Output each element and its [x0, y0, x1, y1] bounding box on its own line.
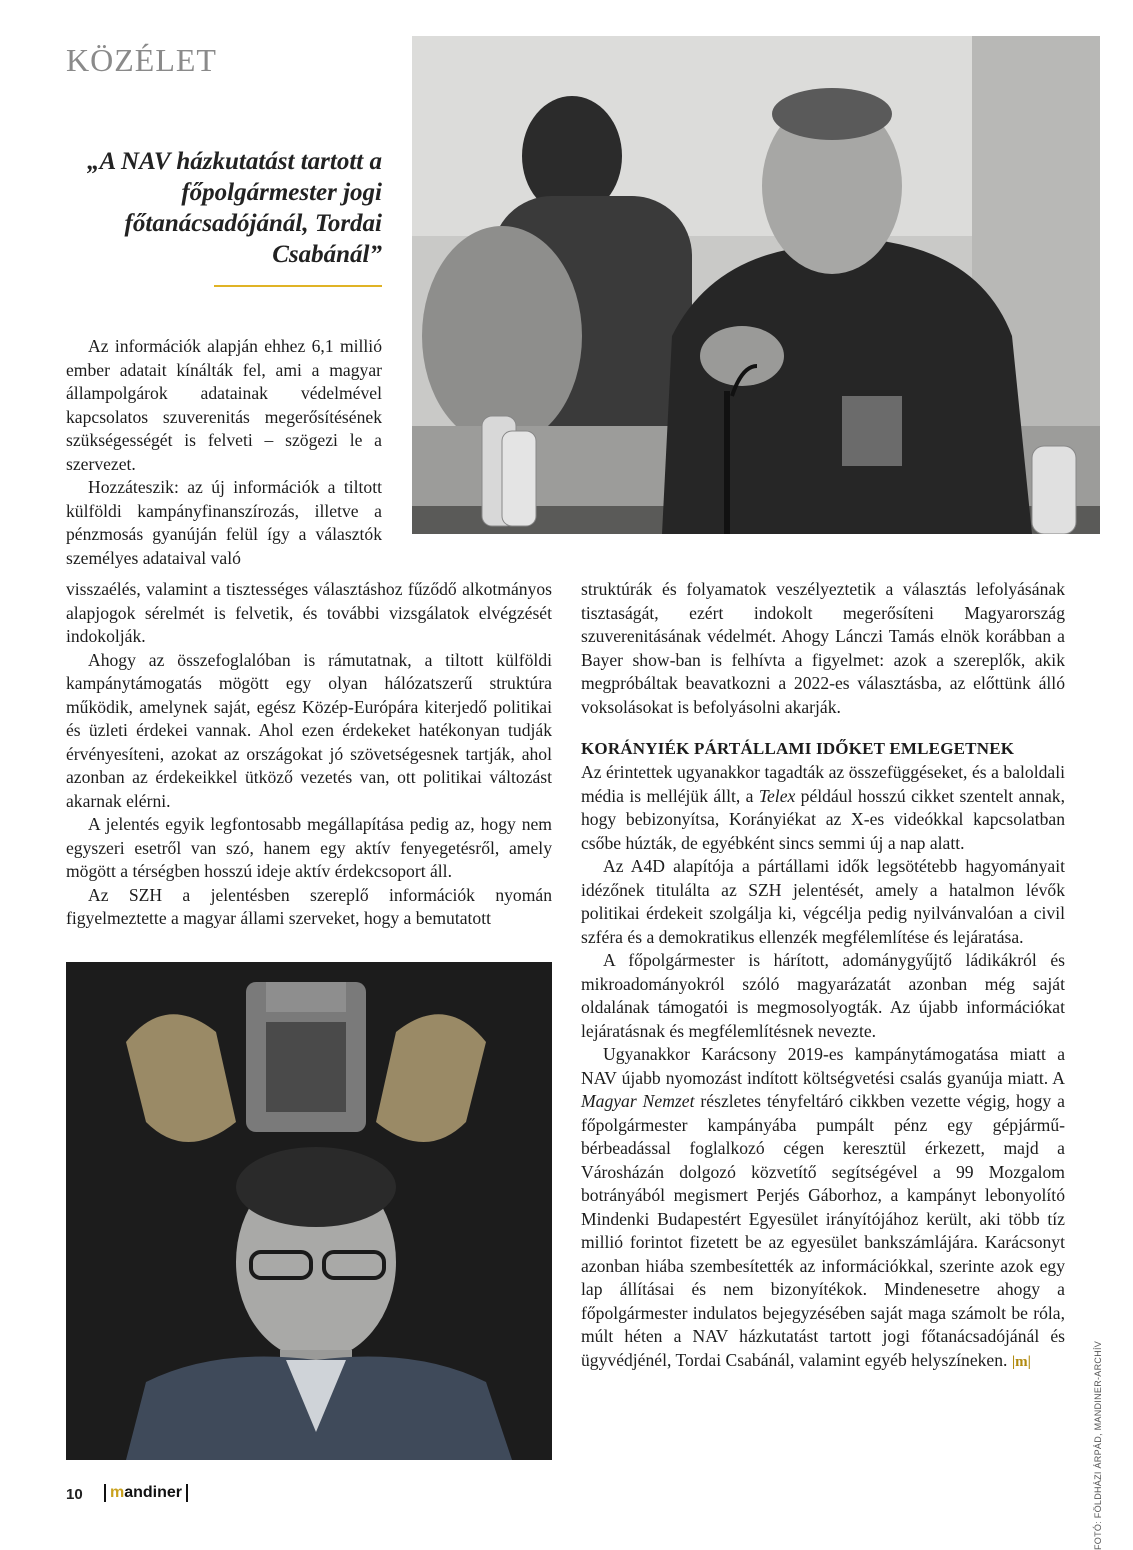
paragraph: Hozzáteszik: az új információk a tiltott külföldi kampányfinanszírozás, illetve a pénzmosás gyanúján felül így a választók személyes adataival való — [66, 477, 382, 568]
paragraph: A jelentés egyik legfontosabb megállapítása pedig az, hogy nem egyszeri esetről van szó, hanem egy aktív fenyegetésről, amely mögött a térségben hosszú ideje aktív érdekcsoport áll. — [66, 814, 552, 881]
article-end-mark: |m| — [1011, 1353, 1031, 1370]
photo-man-at-microphone — [412, 36, 1100, 534]
page-number: 10 — [66, 1486, 83, 1503]
paragraph: A főpolgármester is hárított, adománygyűjtő ládikákról és mikroadományokról szóló magyarázatát azonban még saját oldalának támogatói is megmosolyogták. Az újabb információkat lejáratásnak és megfélemlítésnek nevezte. — [581, 950, 1065, 1041]
paragraph: Ahogy az összefoglalóban is rámutatnak, a tiltott külföldi kampánytámogatás mögött egy olyan hálózatszerű struktúra működik, amelynek saját, egész Közép-Európára kiterjedő politikai és üzleti érdekei vannak. Ahol ezen érdekeket hatékonyan tudják érvényesíteni, azokat az országokat jó szövetségesnek tartják, ahol azonban az érdekeikkel ütköző vezetés van, ott politikai változást akarnak elérni. — [66, 649, 552, 811]
body-column-right — [581, 578, 1065, 1374]
paragraph: Ugyanakkor Karácsony 2019-es kampánytámogatása miatt a NAV újabb nyomozást indított költségvetési csalás gyanúja miatt. A Magyar Nemzet részletes tényfeltáró cikkben vezette végig, hogy a főpolgármester kampányába pumpált pénz egy gépjármű-bérbeadással foglalkozó cégen keresztül érkezett, majd a Városházán dolgozó közvetítő segítségével a 99 Mozgalom botrányából megismert Perjés Gáborhoz, a kampányt lebonyolító Mindenki Budapestért Egyesület irányítójához került, aki több tíz millió forintot fizetett be az egyesület bankszámlájára. Karácsonyt azonban hiába szembesítették az információkkal, szerinte azok egy lap állításai és nem bizonyítékok. Mindenesetre ahogy a főpolgármester indulatos bejegyzésében saját maga számolt be róla, múlt héten a NAV házkutatást tartott jogi főtanácsadójánál és ügyvédjénél, Tordai Csabánál, valamint egyéb helyszíneken. |m| — [581, 1044, 1065, 1370]
paragraph: Az érintettek ugyanakkor tagadták az összefüggéseket, és a baloldali média is melléjük állt, a Telex például hosszú cikket szentelt annak, hogy bebizonyítsa, Korányiékat az X-es videókkal kapcsolatban csőbe húzták, de egyébként sincs semmi új a nap alatt. — [581, 762, 1065, 853]
body-column-left-top — [66, 335, 382, 570]
paragraph-continued: visszaélés, valamint a tisztességes választáshoz fűződő alkotmányos alapjogok sérelmét is felvetik, és további vizsgálatok elvégzését indokolják. — [66, 579, 552, 646]
body-column-left — [66, 578, 552, 931]
photo-credit: FOTÓ: FÖLDHÁZI ÁRPÁD, MANDINER-ARCHÍV — [1093, 1340, 1103, 1550]
pull-quote: „A NAV házkutatást tartott a főpolgármester jogi főtanácsadójánál, Tordai Csabánál” — [86, 148, 382, 268]
paragraph-continued: struktúrák és folyamatok veszélyeztetik a választás lefolyásának tisztaságát, ezért indokolt megerősíteni Magyarország szuverenitásának védelmét. Ahogy Lánczi Tamás elnök korábban a Bayer show-ban is felhívta a figyelmet: azok a szereplők, akik megpróbáltak beavatkozni a 2022-es választásba, az előttünk álló voksolásokat is befolyásolni akarják. — [581, 579, 1065, 717]
quote-divider — [214, 285, 382, 287]
paragraph: Az SZH a jelentésben szereplő információk nyomán figyelmeztette a magyar állami szerveket, hogy a bemutatott — [66, 884, 552, 928]
photo-man-coat-of-arms — [66, 962, 552, 1460]
section-label: KÖZÉLET — [66, 42, 217, 78]
paragraph: Az információk alapján ehhez 6,1 millió ember adatait kínálták fel, ami a magyar állampolgárok adatainak védelmével kapcsolatos szuverenitás megerősítésének szükségességét is felveti – szögezi le a szervezet. — [66, 336, 382, 474]
subheading: KORÁNYIÉK PÁRTÁLLAMI IDŐKET EMLEGETNEK — [581, 739, 1015, 758]
publication-logo: mandiner — [104, 1484, 188, 1502]
paragraph: Az A4D alapítója a pártállami idők legsötétebb hagyományait idézőnek titulálta az SZH jelentését, amely a hatalmon lévők politikai érdekeit szolgálja ki, végcélja pedig nyilvánvalóan a civil szféra és a demokratikus ellenzék megfélemlítése és lejáratása. — [581, 856, 1065, 947]
